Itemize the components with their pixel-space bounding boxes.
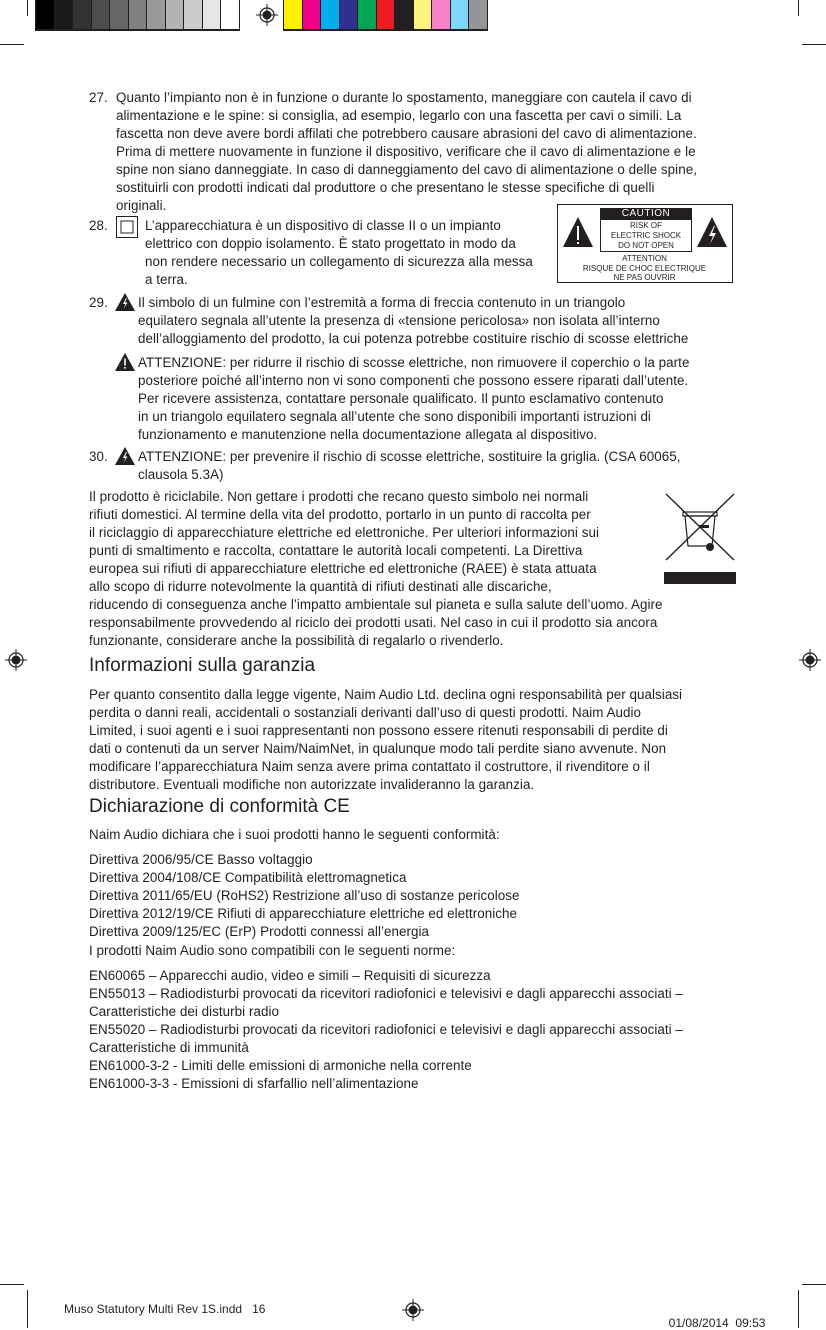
color-swatch [303,0,321,29]
caution-label [557,204,733,283]
crop-mark [798,1290,799,1328]
caution-french-text: ATTENTION RISQUE DE CHOC ELECTRIQUE NE PAS OUVRIR [582,254,707,282]
item-sub-body: ATTENZIONE: per ridurre il rischio di scosse elettriche, non rimuovere il coperchio o la parte posteriore poiché all’interno non vi sono componenti che possono essere riparati dall’utente. Per ricevere assistenza, contattare personale qualificato. Il punto esclamativo contenuto in un triangolo equilatero segnala all’utente che sono disponibili importanti istruzioni di funzionamento e manutenzione nella documentazione allegata al dispositivo. [138,355,690,442]
color-swatch [55,0,73,29]
crossed-out-wheelie-bin-icon [664,492,736,584]
color-swatch [451,0,469,29]
cmyk-color-bar [283,0,488,31]
color-swatch [73,0,91,29]
directive-item: Direttiva 2011/65/EU (RoHS2) Restrizione all’uso di sostanze pericolose [89,888,520,903]
color-swatch [92,0,110,29]
color-swatch [432,0,450,29]
item-body: ATTENZIONE: per prevenire il rischio di scosse elettriche, sostituire la griglia. (CSA 60065, clausola 5.3A) [138,449,681,482]
color-swatch [340,0,358,29]
color-swatch [395,0,413,29]
class-ii-double-square-icon [116,216,138,238]
standard-item: EN55013 – Radiodisturbi provocati da ricevitori radiofonici e televisivi e dagli apparecchi associati – [89,986,683,1001]
list-item-30 [89,448,739,484]
list-item-28 [89,217,549,289]
lightning-triangle-icon [115,293,135,311]
registration-mark-icon [401,1298,425,1322]
lightning-triangle-icon [696,216,728,248]
directives-list [89,851,739,941]
caution-box: RISK OF ELECTRIC SHOCK DO NOT OPEN [600,219,692,252]
directive-item: Direttiva 2004/108/CE Compatibilità elettromagnetica [89,870,407,885]
color-swatch [166,0,184,29]
color-swatch [469,0,487,29]
standard-item: Caratteristiche dei disturbi radio [89,1004,279,1019]
standard-item: EN61000-3-3 - Emissioni di sfarfallio nell’alimentazione [89,1076,419,1091]
item-body: Quanto l’impianto non è in funzione o durante lo spostamento, maneggiare con cautela il cavo di alimentazione e le spine: si consiglia, ad esempio, legarlo con una fascetta per cavi o simili. La fascetta non deve avere bordi affilati che potrebbero causare abrasioni del cavo di alimentazione. Prima di mettere nuovamente in funzione il dispositivo, verificare che il cavo di alimentazione e le spine non siano danneggiate. In caso di danneggiamento del cavo di alimentazione o delle spine, sostituirli con prodotti indicati dal produttore o che presentano le stesse specifiche di quelli originali. [116,90,697,213]
color-swatch [147,0,165,29]
color-swatch [129,0,147,29]
list-item-29 [89,294,739,444]
warranty-heading: Informazioni sulla garanzia [89,655,316,676]
color-swatch [284,0,302,29]
standards-intro: I prodotti Naim Audio sono compatibili con le seguenti norme: [89,943,456,958]
conformity-intro: Naim Audio dichiara che i suoi prodotti hanno le seguenti conformità: [89,827,500,842]
crop-mark [798,0,799,16]
directive-item: Direttiva 2009/125/EC (ErP) Prodotti connessi all’energia [89,924,430,939]
item-number: 29. [89,295,108,310]
crop-mark [27,1290,28,1328]
directive-item: Direttiva 2012/19/CE Rifiuti di apparecchiature elettriche ed elettroniche [89,906,517,921]
standard-item: EN61000-3-2 - Limiti delle emissioni di armoniche nella corrente [89,1058,472,1073]
item-number: 30. [89,449,108,464]
conformity-heading: Dichiarazione di conformità CE [89,796,350,817]
color-swatch [184,0,202,29]
exclamation-triangle-icon [562,216,594,248]
color-swatch [36,0,54,29]
item-number: 27. [89,90,108,105]
slug-date: 01/08/2014 [668,1316,729,1330]
color-swatch [358,0,376,29]
item-number: 28. [89,218,108,233]
color-swatch [110,0,128,29]
crop-mark [0,44,24,45]
exclamation-triangle-icon [115,353,135,371]
directive-item: Direttiva 2006/95/CE Basso voltaggio [89,852,313,867]
standard-item: EN60065 – Apparecchi audio, video e simili – Requisiti di sicurezza [89,968,491,983]
color-swatch [203,0,221,29]
warranty-paragraph: Per quanto consentito dalla legge vigente, Naim Audio Ltd. declina ogni responsabilità per qualsiasi perdita o danni reali, accidentali o sostanziali derivanti dall’uso di questi prodotti. Naim Audio Limited, i suoi agenti e i suoi rappresentanti non possono essere ritenuti responsabili di perdite di dati o contenuti da un server Naim/NaimNet, in qualunque modo tali perdite siano avvenute. Non modificare l’apparecchiatura Naim senza avere prima contattato il costruttore, il rivenditore o il distributore. Eventuali modifiche non autorizzate invalideranno la garanzia. [89,687,683,792]
item-body: L’apparecchiatura è un dispositivo di classe II o un impianto elettrico con doppio isolamento. È stato progettato in modo da non rendere necessario un collegamento di sicurezza alla messa a terra. [145,218,533,287]
lightning-triangle-icon [115,447,135,465]
crop-mark [802,44,826,45]
crop-mark [0,1284,24,1285]
color-swatch [321,0,339,29]
color-swatch [377,0,395,29]
standard-item: EN55020 – Radiodisturbi provocati da ricevitori radiofonici e televisivi e dagli apparecchi associati – [89,1022,683,1037]
item-body: Il simbolo di un fulmine con l’estremità a forma di freccia contenuto in un triangolo equilatero segnala all’utente la presenza di «tensione pericolosa» non isolata all’interno dell’alloggiamento del prodotto, la cui potenza potrebbe costituire rischio di scosse elettriche [138,295,689,346]
color-swatch [221,0,239,29]
grayscale-color-bar [35,0,240,31]
registration-mark-icon [798,648,822,672]
crop-mark [802,1284,826,1285]
list-item-27 [89,89,739,215]
standard-item: Caratteristiche di immunità [89,1040,249,1055]
slug-date-time [662,1302,765,1330]
weee-paragraph: Il prodotto è riciclabile. Non gettare i prodotti che recano questo simbolo nei normali rifiuti domestici. Al termine della vita del prodotto, portarlo in un punto di raccolta per il riciclaggio di apparecchiature elettriche ed elettroniche. Per ulteriori informazioni sui punti di smaltimento e raccolta, contattare le autorità locali competenti. La Direttiva europea sui rifiuti di apparecchiature elettriche ed elettroniche (RAEE) è stata attuata allo scopo di ridurre notevolmente la quantità di rifiuti destinati alle discariche, riducendo di conseguenza anche l’impatto ambientale sul pianeta e sulla salute dell’uomo. Agire responsabilmente provvedendo al riciclo dei prodotti usati. Nel caso in cui il prodotto sia ancora funzionante, considerare anche la possibilità di regalarlo o rivenderlo. [89,489,663,648]
standards-list [89,967,739,1093]
color-swatch [414,0,432,29]
slug-time: 09:53 [735,1316,766,1330]
caution-title: CAUTION [600,208,692,219]
crop-mark [27,0,28,16]
slug-file-name: Muso Statutory Multi Rev 1S.indd 16 [64,1302,266,1316]
registration-mark-icon [4,648,28,672]
registration-mark-icon [255,3,279,27]
